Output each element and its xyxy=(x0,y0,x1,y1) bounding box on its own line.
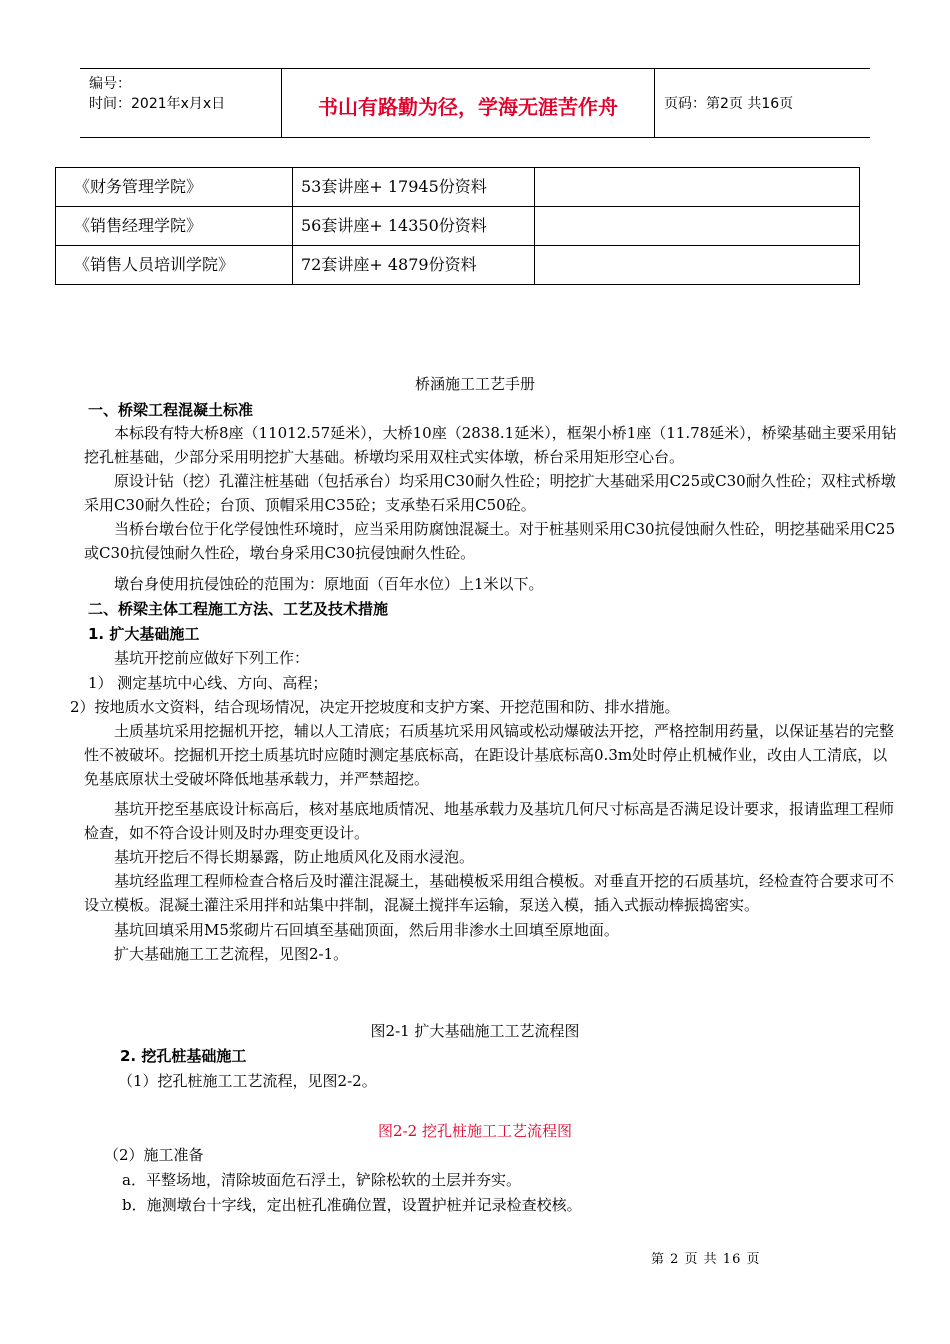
paragraph: 基坑开挖后不得长期暴露，防止地质风化及雨水浸泡。 xyxy=(114,848,475,866)
paragraph: 土质基坑采用挖掘机开挖，辅以人工清底；石质基坑采用风镐或松动爆破法开挖，严格控制用药量，以保证基岩的完整性不被破坏。挖掘机开挖土质基坑时应随时测定基底标高，在距设计基底标高0.3m处时停止机械作业，改由人工清底，以免基底原状土受破坏降低地基承载力，并严禁超挖。 xyxy=(84,722,895,788)
paragraph: 当桥台墩台位于化学侵蚀性环境时，应当采用防腐蚀混凝土。对于桩基则采用C30抗侵蚀耐久性砼，明挖基础采用C25或C30抗侵蚀耐久性砼，墩台身采用C30抗侵蚀耐久性砼。 xyxy=(84,520,896,562)
list-item: （1）挖孔桩施工工艺流程，见图2-2。 xyxy=(118,1072,377,1090)
page-footer: 第 2 页 共 16 页 xyxy=(651,1252,761,1267)
time-label: 时间：2021年x月x日 xyxy=(89,96,226,112)
doc-title: 桥涵施工工艺手册 xyxy=(414,375,535,393)
paragraph: 基坑开挖前应做好下列工作： xyxy=(114,649,310,667)
table-cell-info: 56套讲座+ 14350份资料 xyxy=(293,207,535,246)
paragraph: 基坑回填采用M5浆砌片石回填至基础顶面，然后用非渗水土回填至原地面。 xyxy=(114,921,619,939)
figure-caption: 图2-1 扩大基础施工工艺流程图 xyxy=(370,1022,580,1040)
paragraph: 原设计钻（挖）孔灌注桩基础（包括承台）均采用C30耐久性砼；明挖扩大基础采用C25或C30耐久性砼；双柱式桥墩采用C30耐久性砼；台顶、顶帽采用C35砼；支承垫石采用C50砼。 xyxy=(84,472,896,514)
paragraph: 基坑经监理工程师检查合格后及时灌注混凝土，基础模板采用组合模板。对垂直开挖的石质基坑，经检查符合要求可不设立模板。混凝土灌注采用拌和站集中拌制，混凝土搅拌车运输，泵送入模，插入式振动棒振捣密实。 xyxy=(84,872,895,914)
paragraph: 本标段有特大桥8座（11012.57延米），大桥10座（2838.1延米），框架小桥1座（11.78延米），桥梁基础主要采用钻挖孔桩基础，少部分采用明挖扩大基础。桥墩均采用双柱式实体墩，桥台采用矩形空心台。 xyxy=(84,424,897,466)
paragraph: 扩大基础施工工艺流程，见图2-1。 xyxy=(114,945,349,963)
table-cell-name: 《财务管理学院》 xyxy=(56,168,293,207)
figure-caption: 图2-2 挖孔桩施工工艺流程图 xyxy=(378,1122,572,1140)
table-cell-extra xyxy=(535,168,860,207)
number-label: 编号： xyxy=(89,76,131,92)
paragraph: 基坑开挖至基底设计标高后，核对基底地质情况、地基承载力及基坑几何尺寸标高是否满足设计要求，报请监理工程师检查，如不符合设计则及时办理变更设计。 xyxy=(84,800,895,842)
list-item: （2）施工准备 xyxy=(104,1146,204,1164)
subsection2-heading: 2. 挖孔桩基础施工 xyxy=(120,1047,247,1065)
table-row xyxy=(56,246,860,285)
table-row xyxy=(56,207,860,246)
table-cell-extra xyxy=(535,207,860,246)
list-item: 2）按地质水文资料，结合现场情况，决定开挖坡度和支护方案、开挖范围和防、排水措施。 xyxy=(70,698,680,716)
table-row xyxy=(56,168,860,207)
table-cell-info: 72套讲座+ 4879份资料 xyxy=(293,246,535,285)
list-item: b．施测墩台十字线，定出桩孔准确位置，设置护桩并记录检查校核。 xyxy=(122,1196,582,1214)
list-item: 1） 测定基坑中心线、方向、高程； xyxy=(88,674,328,692)
page-info: 页码：第2页 共16页 xyxy=(664,96,794,112)
resource-table xyxy=(55,167,860,285)
subsection1-heading: 1. 扩大基础施工 xyxy=(88,625,200,643)
page-header xyxy=(80,68,870,138)
list-item: a．平整场地，清除坡面危石浮土，铲除松软的土层并夯实。 xyxy=(122,1171,521,1189)
table-cell-info: 53套讲座+ 17945份资料 xyxy=(293,168,535,207)
table-cell-name: 《销售经理学院》 xyxy=(56,207,293,246)
slogan: 书山有路勤为径，学海无涯苦作舟 xyxy=(318,95,618,119)
header-page-cell xyxy=(654,69,870,137)
section1-heading: 一、桥梁工程混凝土标准 xyxy=(88,401,254,419)
paragraph: 墩台身使用抗侵蚀砼的范围为：原地面（百年水位）上1米以下。 xyxy=(114,575,544,593)
header-slogan-cell xyxy=(281,69,655,137)
table-cell-name: 《销售人员培训学院》 xyxy=(56,246,293,285)
section2-heading: 二、桥梁主体工程施工方法、工艺及技术措施 xyxy=(88,600,389,618)
table-cell-extra xyxy=(535,246,860,285)
header-left-cell xyxy=(80,69,280,137)
